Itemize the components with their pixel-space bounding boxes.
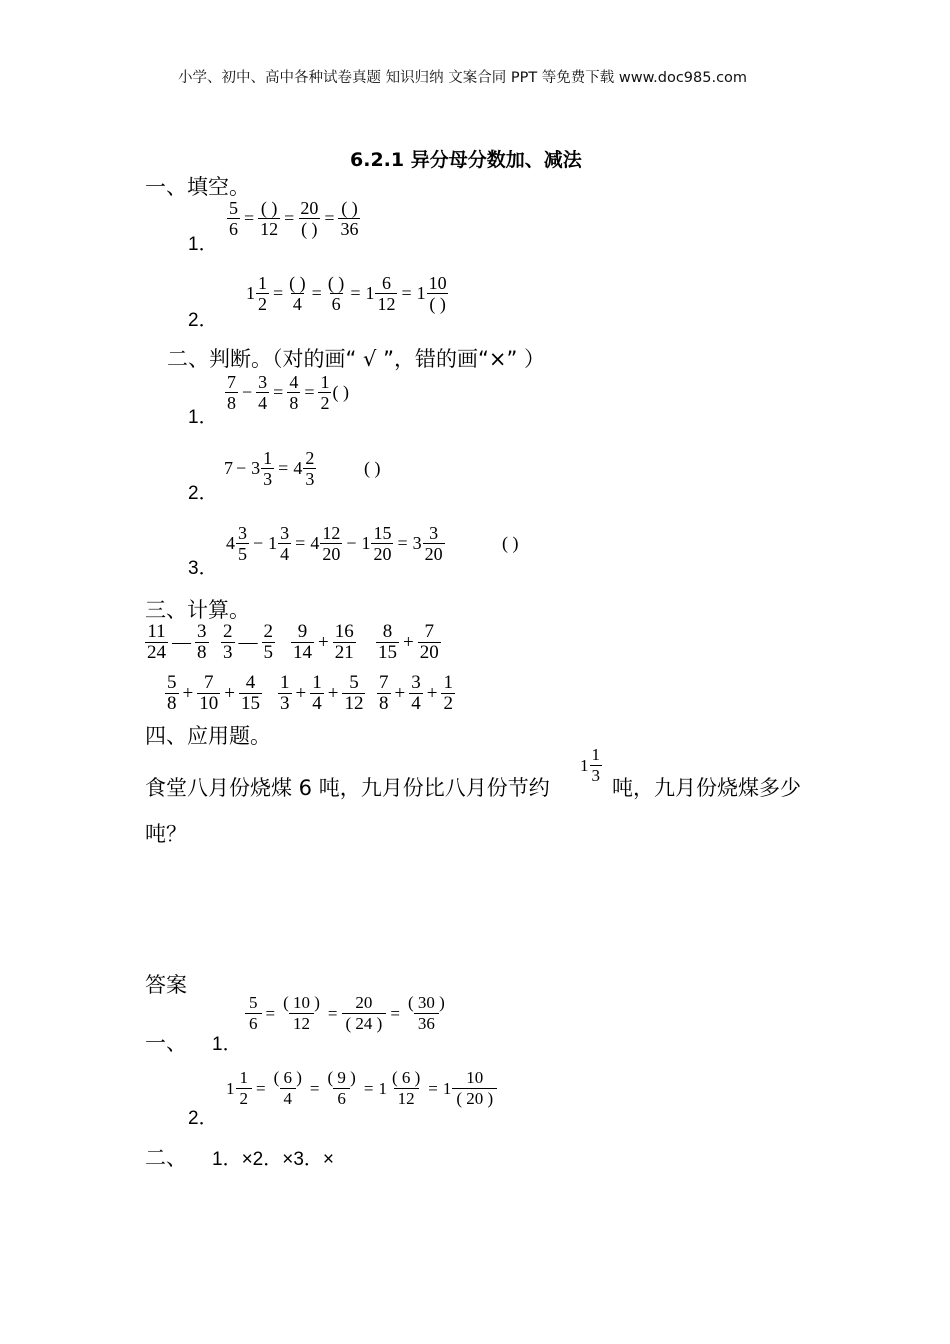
fill-q2-expression: 1 $\frac{1}{2}$ = $\frac{( )}{4}$ = $\frac{( )}{6}$ = 1 $\frac{6}{12}$ = 1 $\frac{10}{( )}$: [246, 273, 447, 314]
answer-section2-label: 二、: [145, 1146, 187, 1170]
answer-q2-expression: 1 $\frac{1}{2}$ = $\frac{( 6 )}{4}$ = $\frac{( 9 )}{6}$ = 1 $\frac{( 6 )}{12}$ = 1 $\frac{10}{( 20 )}$: [224, 1068, 498, 1109]
calc-expression-2: $\frac{2}{3}$ — $\frac{2}{5}$: [223, 621, 273, 663]
fill-q2-label: 2．: [188, 310, 218, 331]
fill-q1-label: 1．: [188, 234, 218, 255]
judge-q2-expression: 7 − 3 $\frac{1}{3}$ = 4 $\frac{2}{3}$: [224, 448, 315, 489]
answers-heading: 答案: [145, 973, 187, 997]
calc-expression-3: $\frac{9}{14}$ + $\frac{16}{21}$: [293, 621, 354, 663]
answer-q1-expression: $\frac{5}{6}$ = $\frac{( 10 )}{12}$ = $\frac{20}{( 24 )}$ = $\frac{( 30 )}{36}$: [244, 993, 450, 1034]
calc-expression-7: $\frac{7}{8}$ + $\frac{3}{4}$ + $\frac{1}{2}$: [379, 672, 453, 714]
section-word-heading: 四、应用题。: [145, 724, 271, 748]
page-title: 6.2.1 异分母分数加、减法: [350, 149, 582, 171]
calc-expression-6: $\frac{1}{3}$ + $\frac{1}{4}$ + $\frac{5}{12}$: [280, 672, 364, 714]
answer-q1-label: 1．: [212, 1034, 242, 1055]
section-calc-heading: 三、计算。: [145, 598, 250, 622]
section-fill-heading: 一、填空。: [145, 175, 250, 199]
section-judge-heading: 二、判断。（对的画“ √ ”，错的画“×” ）: [167, 347, 546, 371]
answer-section1-label: 一、: [145, 1031, 187, 1055]
answer-section2-text: 1．×2．×3．×: [212, 1149, 334, 1170]
judge-q2-answer-blank: ( ): [364, 458, 381, 478]
judge-q3-expression: 4 $\frac{3}{5}$ − 1 $\frac{3}{4}$ = 4 $\frac{12}{20}$ − 1 $\frac{15}{20}$ = 3 $\frac{3}{20}$: [226, 523, 443, 564]
fill-q1-expression: $\frac{5}{6}$ = $\frac{( )}{12}$ = $\frac{20}{( )}$ = $\frac{( )}{36}$: [229, 198, 359, 239]
judge-q2-label: 2．: [188, 483, 218, 504]
answer-q2-label: 2．: [188, 1108, 218, 1129]
calc-expression-1: $\frac{11}{24}$ — $\frac{3}{8}$: [147, 621, 207, 663]
word-problem-line1-start: 食堂八月份烧煤 6 吨，九月份比八月份节约: [145, 776, 550, 800]
word-problem-line1-end: 吨，九月份烧煤多少: [612, 776, 801, 800]
page-header: 小学、初中、高中各种试卷真题 知识归纳 文案合同 PPT 等免费下载 www.doc985.com: [178, 70, 748, 86]
word-problem-mixed-number: 1 $\frac{1}{3}$: [580, 745, 600, 785]
judge-q3-answer-blank: ( ): [502, 533, 519, 553]
judge-q3-label: 3．: [188, 558, 218, 579]
judge-q1-expression: $\frac{7}{8}$ − $\frac{3}{4}$ = $\frac{4}{8}$ = $\frac{1}{2}$ ( ): [227, 372, 349, 413]
word-problem-line2: 吨？: [145, 822, 187, 846]
calc-expression-5: $\frac{5}{8}$ + $\frac{7}{10}$ + $\frac{4}{15}$: [167, 672, 260, 714]
calc-expression-4: $\frac{8}{15}$ + $\frac{7}{20}$: [378, 621, 439, 663]
judge-q1-label: 1．: [188, 407, 218, 428]
